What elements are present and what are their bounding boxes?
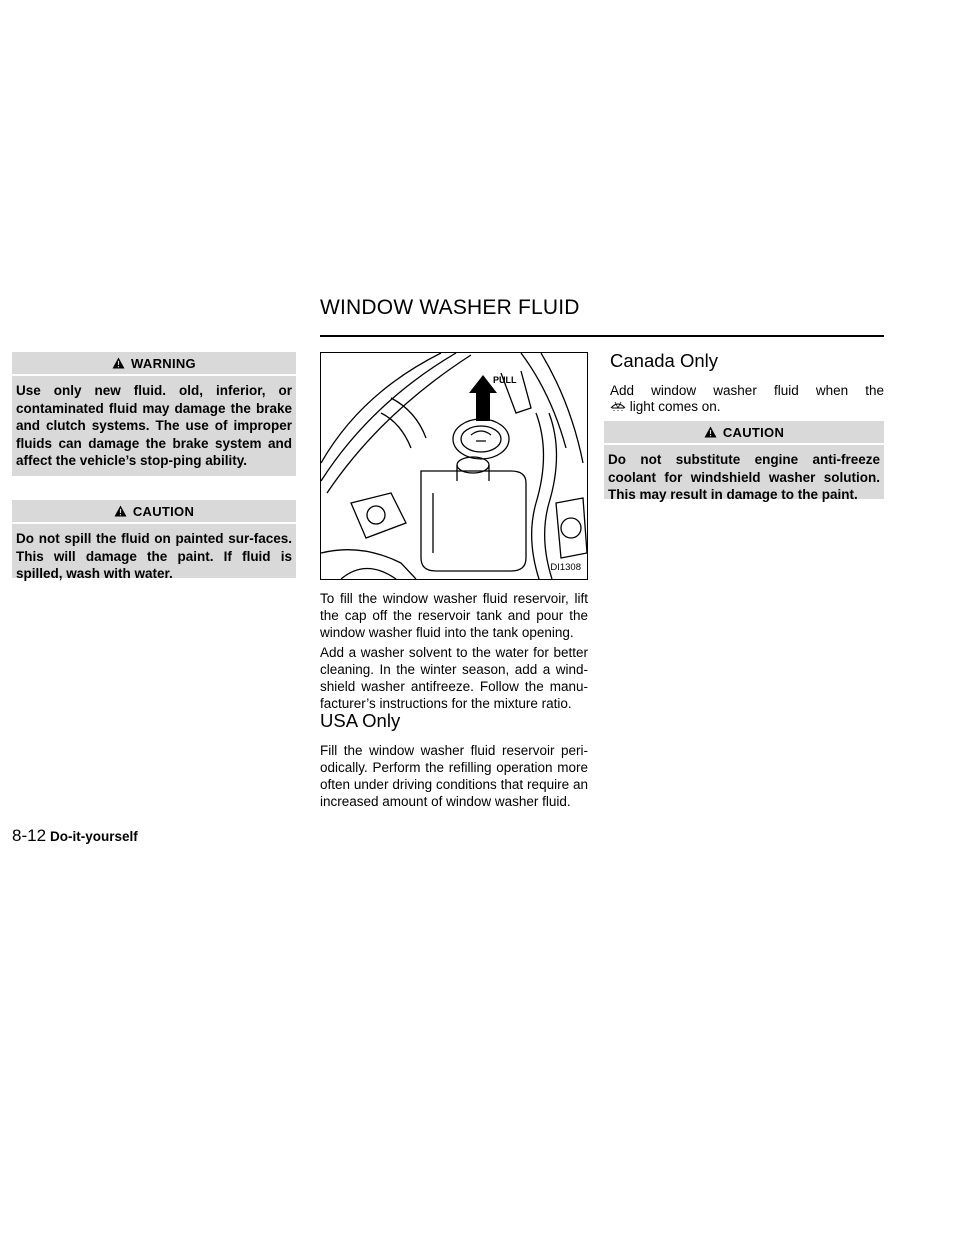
section-divider <box>320 335 884 337</box>
warning-triangle-icon <box>114 505 127 517</box>
figure-code: DI1308 <box>550 562 581 573</box>
warning-text: Use only new fluid. old, inferior, or contaminated fluid may damage the brake and clutch systems. The use of improper fluids can damage the brake system and affect the vehicle’s stop-ping ability. <box>12 374 296 480</box>
page-footer <box>12 826 138 846</box>
chapter-name: Do-it-yourself <box>50 829 138 844</box>
caution-text-2: Do not substitute engine anti-freeze coolant for windshield washer solution. This may result in damage to the paint. <box>604 443 884 514</box>
fill-instructions: To fill the window washer fluid reservoir, lift the cap off the reservoir tank and pour the window washer fluid into the tank opening. <box>320 591 588 640</box>
page-number: 8-12 <box>12 826 47 845</box>
reservoir-illustration <box>320 352 588 580</box>
canada-text-line2 <box>610 398 884 416</box>
usa-text: Fill the window washer fluid reservoir peri-odically. Perform the refilling operation more often under driving conditions that require an increased amount of window washer fluid. <box>320 743 588 809</box>
canada-heading: Canada Only <box>610 350 718 371</box>
caution-header <box>12 500 296 522</box>
warning-box <box>12 352 296 476</box>
caution-header-2 <box>604 421 884 443</box>
warning-triangle-icon <box>112 357 125 369</box>
warning-header <box>12 352 296 374</box>
warning-title: WARNING <box>131 355 196 371</box>
caution-box <box>12 500 296 581</box>
caution-box-2 <box>604 421 884 502</box>
usa-heading: USA Only <box>320 710 401 731</box>
section-title: WINDOW WASHER FLUID <box>320 296 580 319</box>
engine-bay-drawing <box>321 353 587 579</box>
canada-text-line2-label: light comes on. <box>629 399 721 414</box>
caution-text: Do not spill the fluid on painted sur-faces. This will damage the paint. If fluid is spilled, wash with water. <box>12 522 296 593</box>
canada-text-line1: Add window washer fluid when the <box>610 383 884 398</box>
pull-label: PULL <box>493 375 517 385</box>
caution-title-2: CAUTION <box>722 424 785 440</box>
warning-triangle-icon <box>704 426 717 438</box>
washer-fluid-light-icon <box>610 398 626 416</box>
solvent-instructions: Add a washer solvent to the water for better cleaning. In the winter season, add a wind-shield washer antifreeze. Follow the manu-facturer’s instructions for the mixture ratio. <box>320 645 588 711</box>
caution-title: CAUTION <box>132 503 195 519</box>
